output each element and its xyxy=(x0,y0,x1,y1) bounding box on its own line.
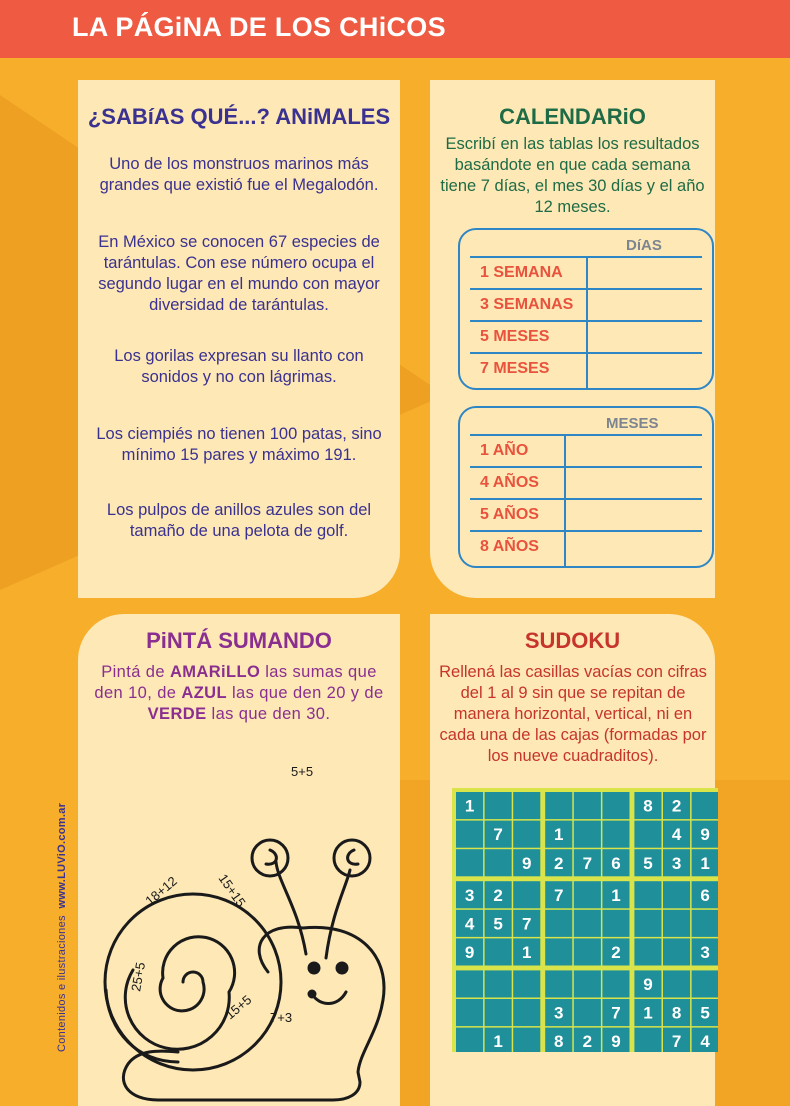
color-verde: VERDE xyxy=(147,705,207,723)
sudoku-title: SUDOKU xyxy=(524,628,621,653)
sum-label: 25+5 xyxy=(128,961,149,993)
table-row: 8 AÑOS xyxy=(470,530,702,563)
sudoku-grid xyxy=(452,788,718,1052)
sudoku-given-digit: 7 xyxy=(522,914,532,934)
color-azul: AZUL xyxy=(181,684,227,702)
sudoku-cell[interactable] xyxy=(456,821,483,848)
page-header xyxy=(0,0,790,58)
sudoku-cell[interactable] xyxy=(634,881,661,908)
sudoku-cell[interactable] xyxy=(663,881,690,908)
sudoku-given-digit: 1 xyxy=(493,1032,503,1052)
sudoku-cell[interactable] xyxy=(574,881,601,908)
calendario-intro: Escribí en las tablas los resultados basándote en que cada semana tiene 7 días, el mes 30 días y el año 12 meses. xyxy=(440,135,705,216)
sudoku-given-digit: 9 xyxy=(522,853,532,873)
sudoku-cell[interactable] xyxy=(602,970,629,997)
sudoku-cell[interactable] xyxy=(574,792,601,819)
sudoku-cell[interactable] xyxy=(545,970,572,997)
sudoku-cell[interactable] xyxy=(456,970,483,997)
table-row: 1 SEMANA xyxy=(470,256,702,289)
sudoku-given-digit: 6 xyxy=(611,853,621,873)
table-row: 1 AÑO xyxy=(470,434,702,467)
credits: Contenidos e ilustraciones www.LUViO.com.ar xyxy=(56,802,68,1052)
calendario-title: CALENDARiO xyxy=(499,104,646,129)
pinta-title: PiNTÁ SUMANDO xyxy=(146,628,332,653)
sudoku-given-digit: 5 xyxy=(493,914,503,934)
sudoku-given-digit: 7 xyxy=(611,1003,621,1023)
sudoku-cell[interactable] xyxy=(485,792,512,819)
fact-4: Los ciempiés no tienen 100 patas, sino mínimo 15 pares y máximo 191. xyxy=(96,425,382,464)
sudoku-cell[interactable] xyxy=(692,970,718,997)
sudoku-given-digit: 4 xyxy=(671,825,682,845)
sudoku-given-digit: 2 xyxy=(611,942,621,962)
sudoku-cell[interactable] xyxy=(545,910,572,937)
sudoku-cell[interactable] xyxy=(485,999,512,1026)
sudoku-given-digit: 2 xyxy=(554,853,564,873)
page-title: LA PÁGiNA DE LOS CHiCOS xyxy=(72,12,446,42)
table-dias-header: DíAS xyxy=(626,237,662,254)
fact-2: En México se conocen 67 especies de tarántulas. Con ese número ocupa el segundo lugar en el mundo con mayor diversidad de tarántulas. xyxy=(98,233,380,314)
sudoku-given-digit: 9 xyxy=(611,1032,621,1052)
sudoku-cell[interactable] xyxy=(513,881,540,908)
animales-title: ¿SABíAS QUÉ...? ANiMALES xyxy=(87,104,391,129)
table-row: 5 AÑOS xyxy=(470,498,702,531)
sudoku-cell[interactable] xyxy=(574,821,601,848)
sudoku-given-digit: 2 xyxy=(493,885,503,905)
table-row: 5 MESES xyxy=(470,320,702,353)
sudoku-given-digit: 1 xyxy=(700,853,710,873)
sudoku-cell[interactable] xyxy=(456,849,483,876)
color-amarillo: AMARiLLO xyxy=(169,663,261,681)
sudoku-cell[interactable] xyxy=(545,792,572,819)
sudoku-given-digit: 7 xyxy=(671,1032,682,1052)
sudoku-given-digit: 5 xyxy=(643,853,653,873)
sudoku-given-digit: 9 xyxy=(643,974,653,994)
sudoku-given-digit: 1 xyxy=(554,825,564,845)
fact-1: Uno de los monstruos marinos más grandes que existió fue el Megalodón. xyxy=(99,155,379,194)
sum-label: 18+12 xyxy=(142,873,180,909)
sudoku-cell[interactable] xyxy=(602,792,629,819)
pinta-card xyxy=(78,614,400,1106)
sudoku-given-digit: 7 xyxy=(493,825,503,845)
sudoku-given-digit: 3 xyxy=(671,853,682,873)
sudoku-given-digit: 5 xyxy=(700,1003,710,1023)
sudoku-cell[interactable] xyxy=(485,970,512,997)
sudoku-given-digit: 9 xyxy=(464,942,475,962)
sum-label: 15+15 xyxy=(215,871,249,910)
sudoku-cell[interactable] xyxy=(513,999,540,1026)
calendario-card xyxy=(430,80,715,598)
table-meses-header: MESES xyxy=(606,415,659,432)
fact-5: Los pulpos de anillos azules son del tamaño de una pelota de golf. xyxy=(106,501,372,540)
sudoku-given-digit: 8 xyxy=(643,796,653,816)
sudoku-cell[interactable] xyxy=(634,938,661,965)
table-meses xyxy=(458,406,714,568)
fact-3: Los gorilas expresan su llanto con sonidos y no con lágrimas. xyxy=(114,347,364,386)
table-row: 4 AÑOS xyxy=(470,466,702,499)
sudoku-given-digit: 3 xyxy=(700,942,710,962)
table-row: 7 MESES xyxy=(470,352,702,385)
sudoku-given-digit: 4 xyxy=(700,1032,710,1052)
sudoku-cell[interactable] xyxy=(456,999,483,1026)
sudoku-cell[interactable] xyxy=(513,821,540,848)
sudoku-given-digit: 3 xyxy=(464,885,475,905)
pinta-intro: Pintá de AMARiLLO las sumas que den 10, de AZUL las que den 20 y de VERDE las que den 30. xyxy=(94,663,384,723)
sudoku-given-digit: 8 xyxy=(671,1003,682,1023)
sudoku-cell[interactable] xyxy=(663,910,690,937)
sudoku-given-digit: 4 xyxy=(464,914,475,934)
sudoku-cell[interactable] xyxy=(692,910,718,937)
sudoku-cell[interactable] xyxy=(602,821,629,848)
sudoku-cell[interactable] xyxy=(485,849,512,876)
sudoku-given-digit: 2 xyxy=(582,1032,593,1052)
table-row: 3 SEMANAS xyxy=(470,288,702,321)
sudoku-cell[interactable] xyxy=(513,1028,540,1052)
sudoku-cell[interactable] xyxy=(634,1028,661,1052)
sudoku-cell[interactable] xyxy=(663,938,690,965)
sudoku-cell[interactable] xyxy=(574,938,601,965)
sudoku-cell[interactable] xyxy=(485,938,512,965)
sudoku-given-digit: 7 xyxy=(582,853,593,873)
sudoku-given-digit: 1 xyxy=(464,796,475,816)
snail-illustration xyxy=(98,732,398,1102)
sudoku-given-digit: 2 xyxy=(671,796,682,816)
sudoku-cell[interactable] xyxy=(663,970,690,997)
sum-label: 15+5 xyxy=(222,991,255,1023)
sudoku-cell[interactable] xyxy=(634,910,661,937)
sudoku-cell[interactable] xyxy=(574,910,601,937)
table-dias xyxy=(458,228,714,390)
sudoku-cell[interactable] xyxy=(456,1028,483,1052)
sum-label: 7+3 xyxy=(270,1010,293,1025)
sudoku-given-digit: 1 xyxy=(522,942,532,962)
sudoku-cell[interactable] xyxy=(692,792,718,819)
sum-label: 5+5 xyxy=(291,764,314,779)
sudoku-intro: Rellená las casillas vacías con cifras del 1 al 9 sin que se repitan de manera horizontal, vertical, ni en cada una de las cajas (formadas por los nueve cuadraditos). xyxy=(439,663,707,765)
sudoku-cell[interactable] xyxy=(513,970,540,997)
sudoku-given-digit: 1 xyxy=(643,1003,653,1023)
sudoku-given-digit: 1 xyxy=(611,885,621,905)
sudoku-cell[interactable] xyxy=(574,970,601,997)
sudoku-cell[interactable] xyxy=(602,910,629,937)
sudoku-given-digit: 9 xyxy=(700,825,710,845)
sudoku-cell[interactable] xyxy=(574,999,601,1026)
sudoku-given-digit: 7 xyxy=(554,885,564,905)
sudoku-given-digit: 6 xyxy=(700,885,710,905)
sudoku-cell[interactable] xyxy=(545,938,572,965)
animales-card xyxy=(78,80,400,598)
sudoku-given-digit: 8 xyxy=(554,1032,564,1052)
sudoku-cell[interactable] xyxy=(634,821,661,848)
sudoku-given-digit: 3 xyxy=(554,1003,564,1023)
sudoku-cell[interactable] xyxy=(513,792,540,819)
